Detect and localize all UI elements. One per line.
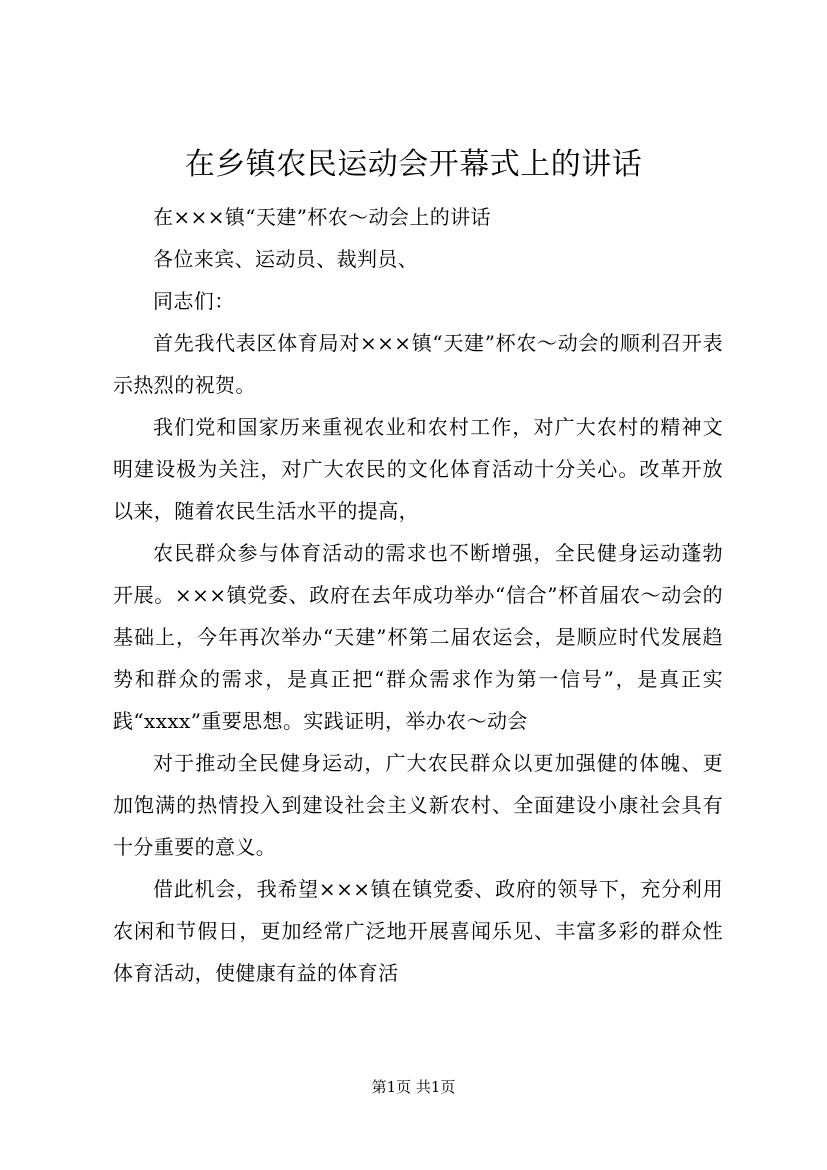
page-number-footer: 第1页 共1页 [371,1078,456,1096]
paragraph-salutation-comrades: 同志们： [153,289,235,313]
paragraph-significance: 对于推动全民健身运动，广大农民群众以更加强健的体魄、更加饱满的热情投入到建设社会主义新农村、全面建设小康社会具有十分重要的意义。 [113,751,723,859]
paragraph-subtitle: 在×××镇“天建”杯农～动会上的讲话 [153,205,491,229]
paragraph-background: 我们党和国家历来重视农业和农村工作，对广大农村的精神文明建设极为关注，对广大农民的文化体育活动十分关心。改革开放以来，随着农民生活水平的提高， [113,415,723,523]
paragraph-sports-demand: 农民群众参与体育活动的需求也不断增强，全民健身运动蓬勃开展。×××镇党委、政府在去年成功举办“信合”杯首届农～动会的基础上，今年再次举办“天建”杯第二届农运会，是顺应时代发展趋势和群众的需求，是真正把“群众需求作为第一信号”，是真正实践“xxxx”重要思想。实践证明，举办农～动会 [113,541,723,733]
document-body [113,196,723,994]
paragraph-hopes: 借此机会，我希望×××镇在镇党委、政府的领导下，充分利用农闲和节假日，更加经常广泛地开展喜闻乐见、丰富多彩的群众性体育活动，使健康有益的体育活 [113,877,723,985]
document-title: 在乡镇农民运动会开幕式上的讲话 [184,147,643,182]
paragraph-salutation: 各位来宾、运动员、裁判员、 [153,247,419,271]
paragraph-congratulations: 首先我代表区体育局对×××镇“天建”杯农～动会的顺利召开表示热烈的祝贺。 [113,331,723,397]
